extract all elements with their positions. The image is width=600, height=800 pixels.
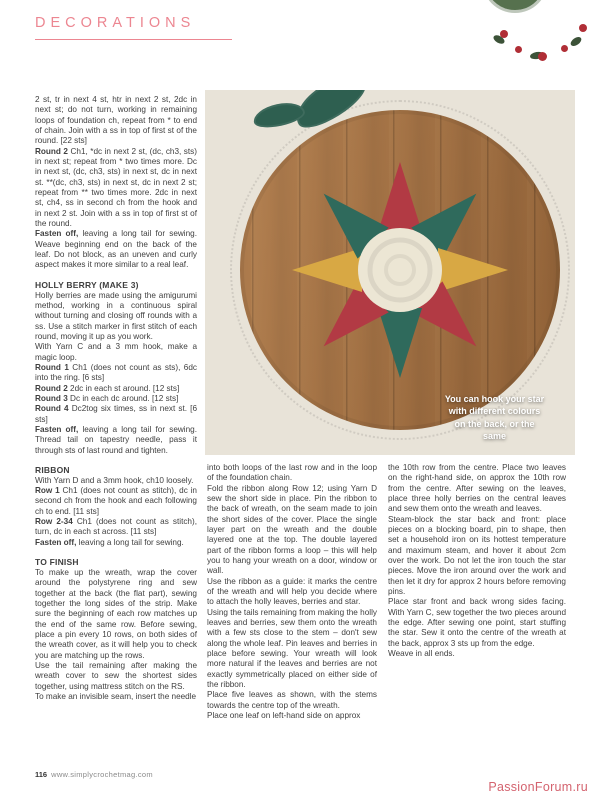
paragraph [35, 291, 197, 343]
paragraph [207, 711, 377, 721]
text-segment: Ch1 (does not count as stitch), dc in second ch from the hook and each following ch to end. [11 sts] [35, 486, 197, 516]
text-segment: the 10th row from the centre. Place two leaves on the right-hand side, on approx the 10th row from the centre. After sewing on the leaves, place three holly berries on the central leaves and sew them onto the wreath and leaves. [388, 463, 566, 514]
paragraph [207, 690, 377, 711]
text-segment: Row 1 [35, 486, 63, 496]
text-segment: into both loops of the last row and in the loop of the foundation chain. [207, 463, 377, 483]
text-segment: Weave in all ends. [388, 648, 455, 658]
caption-line: with different colours [448, 406, 541, 417]
paragraph [35, 394, 197, 404]
text-column-right [388, 463, 566, 659]
section-heading [35, 280, 197, 290]
text-segment: Using the tails remaining from making the holly leaves and berries, sew them onto the wreath with a few sts close to the stem – don't sew along the whole leaf. Pin leaves and berries in place before sewing. Your wreath will look more natural if the leaves and berries are not exactly symmetrically placed on either side of the ribbon. [207, 607, 377, 689]
text-segment: Round 2 [35, 383, 71, 393]
paragraph [207, 577, 377, 608]
text-segment: Use the tail remaining after making the wreath cover to sew the shortest sides together, using mattress stitch on the RS. [35, 661, 197, 691]
page-footer [35, 770, 153, 779]
text-column-middle [207, 463, 377, 721]
paragraph [207, 608, 377, 691]
website-url: www.simplycrochetmag.com [51, 770, 153, 779]
caption-line: same [482, 431, 507, 442]
paragraph [207, 463, 377, 484]
berry-icon [515, 46, 522, 53]
section-heading [35, 465, 197, 475]
text-segment: Fold the ribbon along Row 12; using Yarn D sew the short side in place. Pin the ribbon to the back of wreath, on the seam made to join the short sides of the cover. Place the single layer part on the wreath and the double layered one at the top. The double layered part of the ribbon forms a loop – this will help you to hang your wreath on a door, window or wall. [207, 483, 377, 576]
paragraph [35, 692, 197, 702]
photo-caption [422, 393, 567, 443]
paragraph [388, 597, 566, 649]
text-segment: Use the ribbon as a guide: it marks the centre of the wreath and will help you decide where to attach the holly leaves, berries and star. [207, 576, 377, 607]
paragraph [388, 515, 566, 598]
watermark: PassionForum.ru [488, 780, 588, 794]
text-segment: Round 2 [35, 146, 71, 156]
page-number: 116 [35, 770, 48, 779]
text-segment: Place star front and back wrong sides facing. With Yarn C, sew together the two pieces around the edge. After sewing one point, start stuffing the star. Sew it onto the centre of the wreath at the back, approx 3 sts up from the edge. [388, 597, 566, 648]
text-segment: Round 4 [35, 404, 72, 414]
berry-icon [561, 45, 568, 52]
text-segment: To make an invisible seam, insert the needle [35, 692, 197, 702]
paragraph [207, 484, 377, 577]
text-segment: Place one leaf on left-hand side on approx [207, 710, 361, 720]
paragraph [35, 517, 197, 538]
text-segment: HOLLY BERRY (MAKE 3) [35, 279, 139, 290]
wreath-greenery [485, 0, 545, 10]
paragraph [35, 342, 197, 363]
text-segment: With Yarn C and a 3 mm hook, make a magic loop. [35, 342, 197, 362]
paragraph [35, 538, 197, 548]
section-heading [35, 557, 197, 567]
text-segment: 2 st, tr in next 4 st, htr in next 2 st, 2dc in next st; do not turn, working in remaining loops of foundation ch, repeat from * to end of chain. Join with a ss in top of first st of the round. [22 sts] [35, 95, 197, 146]
text-segment: RIBBON [35, 464, 70, 475]
berry-icon [500, 30, 508, 38]
text-segment: Place five leaves as shown, with the stems towards the centre top of the wreath. [207, 690, 377, 710]
text-segment: To make up the wreath, wrap the cover around the polystyrene ring and sew together at the back (the flat part), sewing together the long sides of the strip. Make sure the beginning of each row matches up the end of the same row. Before sewing, place a pin every 10 rows, on both sides of the wreath cover, as it will help you to check you are matching up the rows. [35, 568, 197, 660]
paragraph [35, 661, 197, 692]
text-segment: Dc in each dc around. [12 sts] [70, 393, 179, 403]
paragraph [35, 425, 197, 456]
text-segment: Round 1 [35, 362, 73, 372]
text-segment: Fasten off, [35, 537, 79, 547]
paragraph [35, 229, 197, 270]
paragraph [35, 476, 197, 486]
caption-line: on the back, or the [454, 418, 535, 429]
text-segment: leaving a long tail for sewing. [78, 537, 184, 547]
paragraph [35, 147, 197, 230]
text-segment: Dc2tog six times, ss in next st. [6 sts] [35, 404, 197, 424]
sprig-leaf [569, 35, 583, 48]
text-segment: Ch1, *dc in next 2 st, (dc, ch3, sts) in next st; repeat from * two times more. Dc in next st, (dc, ch3, sts) in next st, dc in next st. **(dc, ch3, sts) in next st, dc in next 2 st; repeat from ** two times more. 2dc in next st, ch4, ss in second ch from the hook and in next 2 st. Join with a ss in top of first st of the round. [35, 146, 197, 228]
text-segment: Fasten off, [35, 424, 83, 434]
text-segment: Ch1 (does not count as sts), 6dc into the ring. [6 sts] [35, 362, 197, 383]
text-segment: Round 3 [35, 393, 71, 403]
paragraph [388, 463, 566, 515]
section-header [35, 14, 232, 40]
text-segment: Fasten off, [35, 229, 83, 239]
paragraph [35, 568, 197, 661]
berry-icon [538, 52, 547, 61]
wreath-star-photo [205, 90, 575, 455]
text-segment: Ch1 (does not count as stitch), turn, dc in each st across. [11 sts] [35, 517, 197, 537]
text-segment: Row 2-34 [35, 517, 77, 527]
paragraph [35, 486, 197, 517]
text-column-left [35, 95, 197, 702]
star-graphic [285, 155, 515, 385]
crochet-star [285, 155, 515, 385]
text-segment: Steam-block the star back and front: place pieces on a blocking board, pin to shape, then set a household iron on its hottest temperature and maximum steam, and hover it about 2cm over the work. Do not let the iron touch the star pieces. Move the iron around over the work and then let it dry for approx 2 hours before removing pins. [388, 514, 566, 596]
paragraph [388, 649, 566, 659]
caption-line: You can hook your star [444, 393, 545, 404]
text-segment: leaving a long tail for sewing. Thread tail on tapestry needle, pass it through sts of last round and tighten. [35, 424, 197, 455]
corner-wreath-photo [475, 0, 600, 62]
berry-icon [579, 24, 587, 32]
text-segment: 2dc in each st around. [12 sts] [70, 383, 180, 393]
paragraph [35, 384, 197, 394]
text-segment: Holly berries are made using the amigurumi method, working in a continuous spiral without turning and closing off rounds with a ss. Use a stitch marker in first stitch of each round, moving it up as you work. [35, 290, 197, 341]
paragraph [35, 404, 197, 425]
text-segment: TO FINISH [35, 557, 79, 568]
paragraph [35, 363, 197, 384]
page-title: DECORATIONS [35, 15, 196, 31]
text-segment: leaving a long tail for sewing. Weave beginning end on the back of the leaf. Do not block, as an uneven and curly aspect makes it more similar to a real leaf. [35, 229, 197, 270]
paragraph [35, 95, 197, 147]
text-segment: With Yarn D and a 3mm hook, ch10 loosely. [35, 475, 194, 485]
